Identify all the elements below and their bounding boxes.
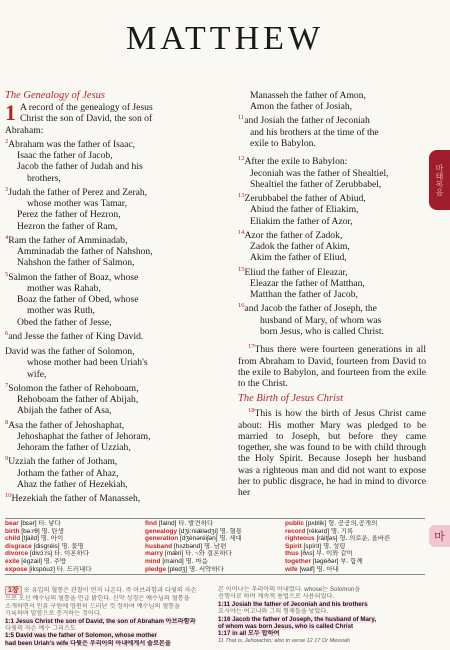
verse-line: whose mother had been Uriah's [27, 357, 148, 369]
chapter-badge: 1장 [5, 586, 22, 595]
verse-number: 3 [5, 185, 9, 193]
verse-line: Zadok the father of Akim, [250, 241, 350, 253]
verse-number: 2 [5, 137, 9, 145]
verse-line: $^7$Solomon the father of Rehoboam, [5, 381, 139, 394]
verse-number: 14 [238, 228, 245, 236]
verse-line: Matthan the father of Jacob, [250, 289, 358, 301]
verse-line: $^4$Ram the father of Amminadab, [5, 233, 128, 246]
vocab-entry: thus [ðʌs] 부. 이와 같이 [285, 550, 353, 558]
study-notes-right: 본 이어나는 우리아의 아내였다. whose는 Solomon을 선행사로 하며 계속적 용법으로 사용되었다. 1:11 Josiah the father of Jeconiah and his brothers 요시야는 여고냐와 그의 형제들을 낳았다. 1:16 Jacob the father of Joseph, the husband of Mary, of whom was born Jesus, who is called Christ 1:17 in all 모두 합하여 11 That is, Jehoiachin; also in verse 12 17 Or Messiah [218, 586, 423, 645]
vocab-entry: wife [waif] 명. 아내 [285, 565, 339, 573]
verse-line: Manasseh the father of Amon, [250, 90, 366, 101]
verse-number: 4 [5, 233, 9, 241]
verse-text: Christ the son of David, the son of [20, 113, 153, 125]
verse-number: 6 [5, 329, 9, 337]
verse-number: 15 [238, 265, 245, 273]
vocab-entry: marry [mǽri] 타. ~와 결혼하다 [145, 550, 232, 558]
verse-line: Isaac the father of Jacob, [17, 150, 113, 162]
vocab-entry: exile [égzail] 명. 추방 [5, 557, 67, 565]
verse-number: 11 [238, 114, 245, 122]
verse-line: Abijah the father of Asa, [17, 405, 112, 417]
verse-line: born Jesus, who is called Christ. [260, 325, 384, 337]
study-notes [5, 586, 425, 647]
section-heading-birth: The Birth of Jesus Christ [238, 393, 344, 405]
vocab-entry: husband [hʌ́zbənd] 명. 남편 [145, 542, 227, 550]
verse-number: 10 [5, 492, 12, 500]
verse-line: $^{10}$Hezekiah the father of Manasseh, [5, 492, 141, 505]
verse-17: $^{17}$Thus there were fourteen generations in all from Abraham to David, fourteen from David to the exile to Babylon, and fourteen from the exile to the Christ. [238, 343, 426, 389]
vocab-entry: Spirit [spírit] 명. 성령 [285, 542, 346, 550]
verse-line: $^{15}$Eliud the father of Eleazar, [238, 265, 348, 278]
verse-line: Akim the father of Eliud, [250, 252, 347, 264]
vocab-entry: generation [dʒènəréiʃən] 명. 세대 [145, 535, 242, 543]
verse-line: mother was Ruth, [27, 305, 95, 317]
vocab-entry: pledge [pledʒ] 명. 서약하다 [145, 565, 225, 573]
verse-line: whose mother was Tamar, [27, 198, 128, 210]
verse-line: wife, [27, 368, 47, 380]
verse-line: Rehoboam the father of Abijah, [17, 394, 139, 406]
verse-line: $^9$Uzziah the father of Jotham, [5, 455, 118, 468]
vocab-entry: child [tʃaild] 명. 아이 [5, 535, 64, 543]
verse-line: Boaz the father of Obed, whose [17, 294, 139, 306]
verse-line: Jehoram the father of Uzziah, [17, 442, 131, 454]
verse-line: $^8$Asa the father of Jehoshaphat, [5, 418, 125, 431]
chapter-thumb-tab[interactable]: 마 [429, 525, 450, 547]
verse-line: $^{16}$and Jacob the father of Joseph, the [238, 302, 377, 315]
vocab-entry: birth [bəːrθ] 명. 탄생 [5, 527, 64, 535]
verse-line: Eliakim the father of Azor, [250, 215, 353, 227]
verse-line: David was the father of Solomon, [5, 346, 135, 358]
verse-line: Ahaz the father of Hezekiah, [17, 479, 128, 490]
verse-number: 9 [5, 455, 9, 463]
verse-line: Jacob the father of Judah and his [17, 161, 143, 173]
vocab-entry: mind [maind] 명. 마음 [145, 557, 208, 565]
vocab-entry: genealogy [dʒìːniǽlədʒi] 명. 혈통 [145, 527, 243, 535]
vocab-entry: expose [ikspóuz] 타. 드러내다 [5, 565, 92, 573]
verse-number: 13 [238, 192, 245, 199]
verse-line: Eleazar the father of Matthan, [250, 277, 365, 289]
verse-text: A record of the genealogy of Jesus [20, 102, 153, 114]
verse-line: and his brothers at the time of the [250, 126, 379, 138]
verse-line: Amon the father of Josiah, [250, 101, 353, 113]
verse-line: $^3$Judah the father of Perez and Zerah, [5, 185, 148, 198]
verse-line: Jotham the father of Ahaz, [17, 467, 119, 479]
verse-number: 12 [238, 155, 245, 163]
book-title: MATTHEW [126, 20, 324, 57]
verse-line: $^2$Abraham was the father of Isaac, [5, 137, 136, 150]
vocab-entry: righteous [ráitʃəs] 형. 의로운, 올바른 [285, 535, 391, 543]
verse-line: brothers, [27, 172, 61, 184]
verse-line: $^{13}$Zerubbabel the father of Abiud, [238, 192, 366, 205]
verse-line: Hezron the father of Ram, [17, 220, 118, 232]
vocab-entry: divorce [divɔ́ːrs] 타. 이혼하다 [5, 550, 90, 558]
verse-line: Obed the father of Jesse, [17, 316, 112, 328]
verse-number: 8 [5, 418, 9, 426]
verse-line: $^{12}$After the exile to Babylon: [238, 155, 348, 168]
verse-number: 5 [5, 270, 9, 278]
verse-line: mother was Rahab, [27, 283, 101, 294]
verse-line: Perez the father of Hezron, [17, 209, 121, 221]
verse-line: $^6$and Jesse the father of King David. [5, 329, 144, 342]
verse-line: $^{11}$and Josiah the father of Jeconiah [238, 114, 370, 127]
verse-line: $^5$Salmon the father of Boaz, whose [5, 270, 139, 283]
chapter-opening [5, 102, 230, 124]
verse-line: exile to Babylon. [250, 138, 316, 149]
right-column [238, 90, 426, 498]
verse-18: $^{18}$This is how the birth of Jesus Christ came about: His mother Mary was pledged to be married to Joseph, but before they came together, she was found to be with child through the Holy Spirit. Because Joseph her husband was a righteous man and did not want to expose her to public disgrace, he had in mind to divorce her [238, 407, 426, 498]
vocab-entry: disgrace [disgréis] 명. 불명 [5, 542, 84, 550]
verse-line: husband of Mary, of whom was [260, 314, 382, 326]
verse-number: 7 [5, 381, 9, 389]
section-heading-genealogy: The Genealogy of Jesus [5, 90, 106, 101]
vocab-entry: find [faind] 타. 발견하다 [145, 520, 214, 527]
vocab-entry: bear [bɛər] 타. 낳다 [5, 520, 61, 527]
verse-text: Abraham: [5, 124, 44, 136]
vocab-entry: record [rékərd] 명. 기록 [285, 527, 354, 535]
verse-line: Jeconiah was the father of Shealtiel, [250, 167, 389, 179]
vocabulary-box [5, 518, 425, 575]
chapter-number: 1 [5, 100, 16, 126]
study-notes-left: 1장 ※ 유입의 혈통은 관찰이 먼저 나온다. 즉 아브라함과 다윗의 자손 으로 오신 예수님의 혈통을 언급 밝힌다. 신약 성경은 예수님의 혈통을 소개하면서 인류 구원에 영원히 드러난 것 정하여 예수님의 혈통을 기록하며 말씀으로 증거하는 것이다. 1:1 Jesus Christ the son of David, the son of Abraham 아브라함과 다윗의 자손 예수 그리스도 1:5 David was the father of Solomon, whose mother had been Uriah's wife 다윗은 우리아의 아내에게서 솔로몬을 [5, 587, 197, 647]
verse-line: Shealtiel the father of Zerubbabel, [250, 178, 382, 190]
vocab-entry: together [təgéðər] 부. 함께 [285, 557, 363, 565]
verse-line: Amminadab the father of Nahshon, [17, 246, 153, 258]
verse-line: $^{14}$Azor the father of Zadok, [238, 228, 343, 241]
verse-number: 16 [238, 302, 245, 310]
left-column [5, 90, 230, 505]
footnote: 11 That is, Jehoiachin; also in verse 12 17 Or Messiah [218, 637, 350, 644]
verse-line: Nahshon the father of Salmon, [17, 257, 135, 269]
verse-line: Jehoshaphat the father of Jehoram, [17, 431, 151, 442]
book-thumb-tab[interactable]: 마태복음 [429, 150, 450, 210]
vocab-entry: public [pʌ́blik] 형. 공공의,공개의 [285, 520, 378, 527]
verse-line: Abiud the father of Eliakim, [250, 204, 359, 216]
